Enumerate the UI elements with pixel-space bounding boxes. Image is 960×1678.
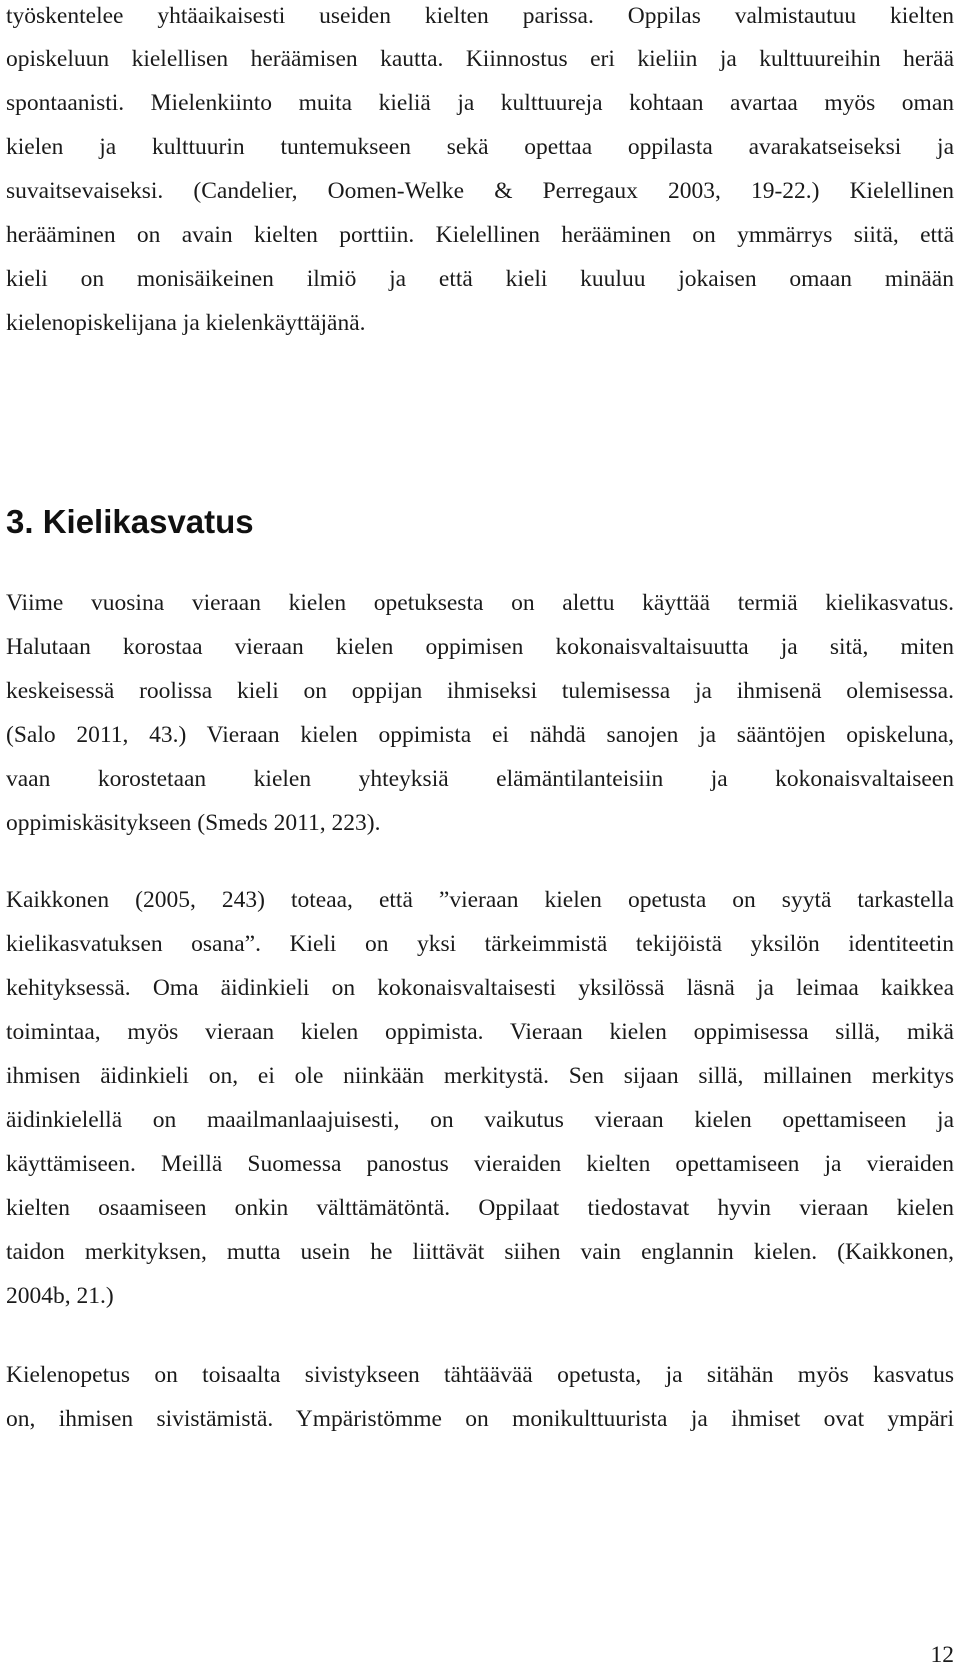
text-line: Kaikkonen (2005, 243) toteaa, että ”vieraan kielen opetusta on syytä tarkastella [6,887,954,913]
text-line: vaan korostetaan kielen yhteyksiä elämäntilanteisiin ja kokonaisvaltaiseen [6,766,954,792]
text-line: äidinkielellä on maailmanlaajuisesti, on vaikutus vieraan kielen opettamiseen ja [6,1107,954,1133]
text-line: kieli on monisäikeinen ilmiö ja että kieli kuuluu jokaisen omaan minään [6,266,954,292]
text-line: taidon merkityksen, mutta usein he liittävät siihen vain englannin kielen. (Kaikkonen, [6,1239,954,1265]
text-line: on, ihmisen sivistämistä. Ympäristömme on monikulttuurista ja ihmiset ovat ympäri [6,1406,954,1432]
text-line: (Salo 2011, 43.) Vieraan kielen oppimista ei nähdä sanojen ja sääntöjen opiskeluna, [6,722,954,748]
text-line: Kielenopetus on toisaalta sivistykseen tähtäävää opetusta, ja sitähän myös kasvatus [6,1362,954,1388]
text-line: ihmisen äidinkieli on, ei ole niinkään merkitystä. Sen sijaan sillä, millainen merkitys [6,1063,954,1089]
text-line: spontaanisti. Mielenkiinto muita kieliä ja kulttuureja kohtaan avartaa myös oman [6,90,954,116]
text-line: oppimiskäsitykseen (Smeds 2011, 223). [6,810,381,836]
text-line: käyttämiseen. Meillä Suomessa panostus vieraiden kielten opettamiseen ja vieraiden [6,1151,954,1177]
text-line: toimintaa, myös vieraan kielen oppimista. Vieraan kielen oppimisessa sillä, mikä [6,1019,954,1045]
text-line: kielen ja kulttuurin tuntemukseen sekä opettaa oppilasta avarakatseiseksi ja [6,134,954,160]
text-line: suvaitsevaiseksi. (Candelier, Oomen-Welke & Perregaux 2003, 19-22.) Kielellinen [6,178,954,204]
text-line: keskeisessä roolissa kieli on oppijan ihmiseksi tulemisessa ja ihmisenä olemisessa. [6,678,954,704]
text-line: kielenopiskelijana ja kielenkäyttäjänä. [6,310,366,336]
text-line: herääminen on avain kielten porttiin. Kielellinen herääminen on ymmärrys siitä, että [6,222,954,248]
text-line: kielikasvatuksen osana”. Kieli on yksi tärkeimmistä tekijöistä yksilön identiteetin [6,931,954,957]
text-line: Viime vuosina vieraan kielen opetuksesta on alettu käyttää termiä kielikasvatus. [6,590,954,616]
text-line: 2004b, 21.) [6,1283,114,1309]
text-line: kehityksessä. Oma äidinkieli on kokonaisvaltaisesti yksilössä läsnä ja leimaa kaikkea [6,975,954,1001]
text-line: Halutaan korostaa vieraan kielen oppimisen kokonaisvaltaisuutta ja sitä, miten [6,634,954,660]
section-heading: 3. Kielikasvatus [6,503,254,540]
text-line: työskentelee yhtäaikaisesti useiden kielten parissa. Oppilas valmistautuu kielten [6,3,954,29]
text-line: opiskeluun kielellisen heräämisen kautta. Kiinnostus eri kieliin ja kulttuureihin herää [6,46,954,72]
text-line: kielten osaamiseen onkin välttämätöntä. Oppilaat tiedostavat hyvin vieraan kielen [6,1195,954,1221]
page-number: 12 [930,1642,954,1668]
